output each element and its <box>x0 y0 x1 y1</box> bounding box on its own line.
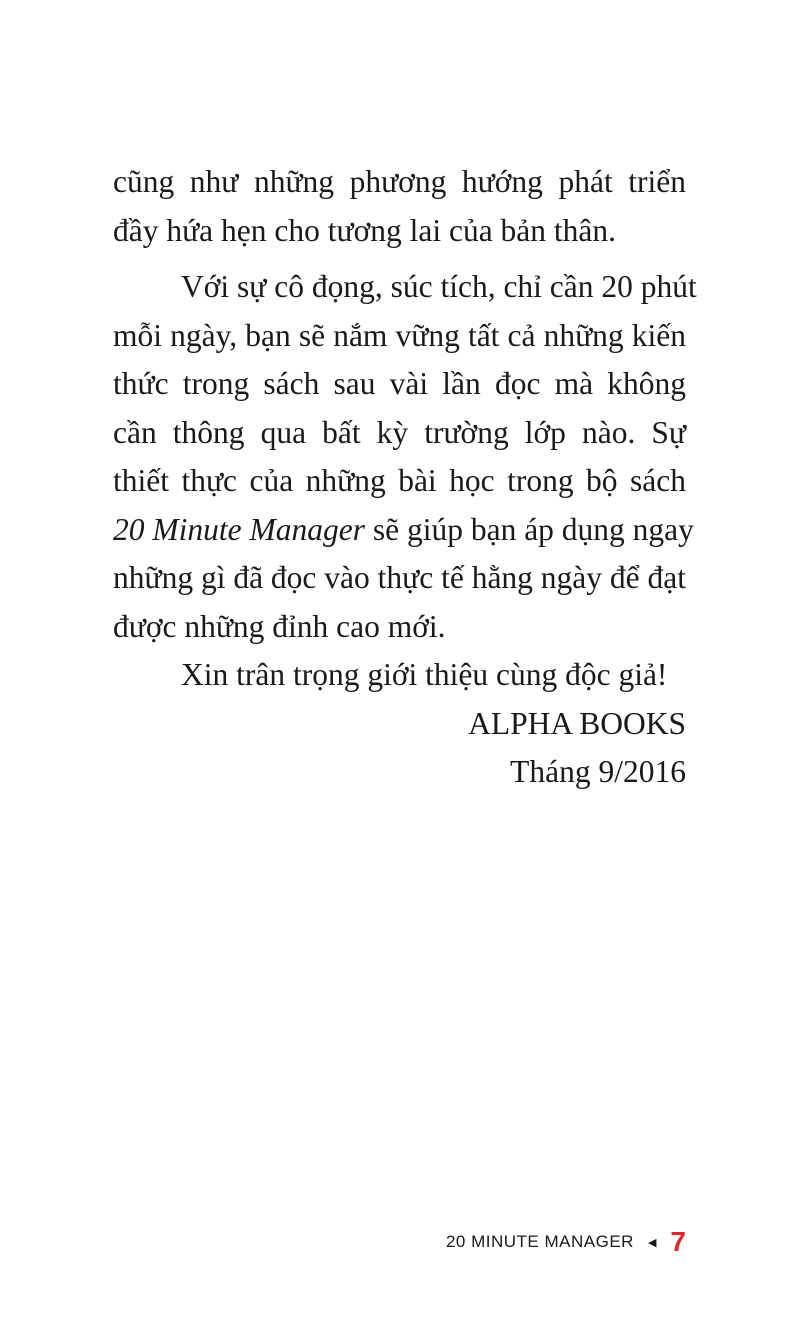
text-line: những gì đã đọc vào thực tế hằng ngày để đạt <box>113 560 686 595</box>
closing-line: Xin trân trọng giới thiệu cùng độc giả! <box>181 657 668 692</box>
text-line: Với sự cô đọng, súc tích, chỉ cần 20 phút <box>181 269 697 304</box>
text-line: được những đỉnh cao mới. <box>113 608 446 644</box>
text-line: thiết thực của những bài học trong bộ sách <box>113 463 686 498</box>
text-line: thức trong sách sau vài lần đọc mà không <box>113 366 686 401</box>
book-title-italic: 20 Minute Manager <box>113 511 365 547</box>
text-line-with-book-title <box>113 506 694 555</box>
signature: ALPHA BOOKS <box>468 705 686 741</box>
page-body-text <box>113 158 697 797</box>
text-line: cần thông qua bất kỳ trường lớp nào. Sự <box>113 414 686 450</box>
arrow-left-icon: ◀ <box>647 1236 657 1249</box>
text-line: đầy hứa hẹn cho tương lai của bản thân. <box>113 212 617 248</box>
text-line: cũng như những phương hướng phát triển <box>113 164 686 199</box>
text-fragment: sẽ giúp bạn áp dụng ngay <box>364 511 694 547</box>
paragraph-continuation <box>113 158 686 255</box>
date-line: Tháng 9/2016 <box>510 754 686 789</box>
paragraph-main <box>113 263 697 651</box>
running-title: 20 MINUTE MANAGER <box>445 1232 634 1251</box>
page-number: 7 <box>670 1226 686 1257</box>
text-line: mỗi ngày, bạn sẽ nắm vững tất cả những kiến <box>113 317 686 353</box>
page-footer <box>446 1224 686 1260</box>
